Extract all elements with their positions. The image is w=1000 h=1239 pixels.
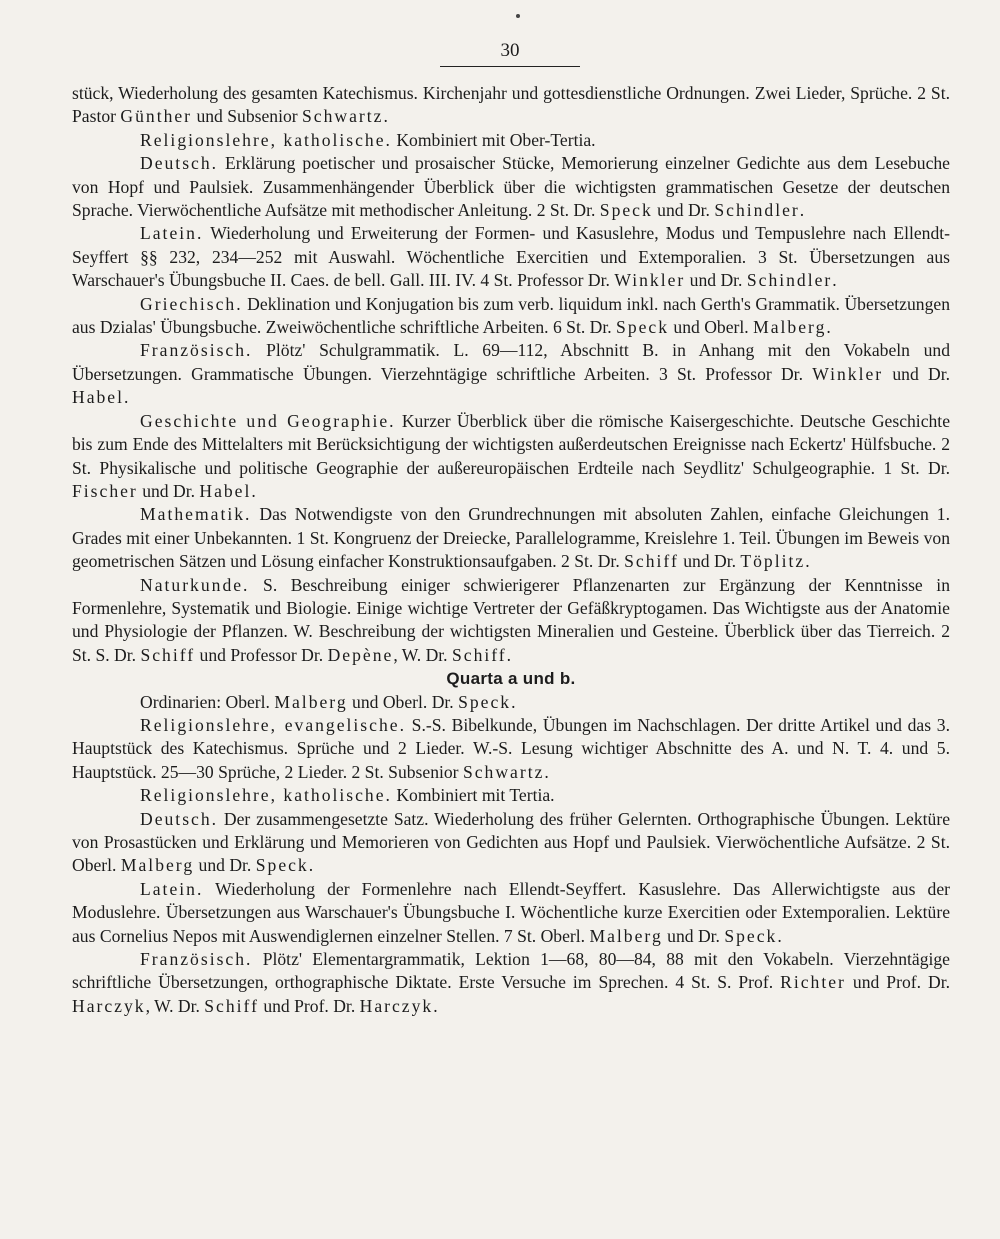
spaced-term: Schindler [714,200,800,221]
spaced-term: Mathematik. [140,504,252,525]
spaced-term: Malberg [753,317,827,338]
spaced-term: Französisch. [140,949,253,970]
text-run: . [826,317,831,338]
text-run: . [308,855,314,876]
spaced-term: Schiff [140,644,196,665]
text-run: und Prof. Dr. [845,972,950,993]
spaced-term: Religionslehre, katholische. [140,785,392,806]
paragraph [72,808,950,878]
text-run: . [511,691,516,712]
spaced-term: Französisch. [140,340,253,361]
spaced-term: Speck [616,317,670,338]
paragraph [72,878,950,948]
paragraph [72,574,950,668]
spaced-term: Malberg [589,925,663,946]
text-run: und Dr. [652,200,715,221]
spaced-term: Speck [599,200,653,221]
spaced-term: Fischer [72,480,138,501]
text-run: Plötz' Schulgrammatik. L. 69—112, Abschnitt B. in Anhang mit den Vokabeln und Übersetzungen. Grammatische Übungen. Vierzehntägige schriftliche Arbeiten. 3 St. Professor Dr. [72,340,950,384]
text-run: Wiederholung und Erweiterung der Formen- und Kasuslehre, Modus und Tempuslehre nach Ellendt-Seyffert §§ 232, 234—252 mit Auswahl. Wöchentliche Exercitien und Extemporalien. 3 St. Übersetzungen aus Warschauer's Übungsbuche II. Caes. de bell. Gall. III. IV. 4 St. Professor Dr. [72,223,950,291]
spaced-term: Schwartz [302,106,384,127]
text-run: Kombiniert mit Tertia. [391,785,555,806]
text-run: Das Notwendigste von den Grundrechnungen mit absoluten Zahlen, einfache Gleichungen 1. Grades mit einer Unbekannten. 1 St. Kongruenz der Dreiecke, Parallelogramme, Kreislehre 1. Teil. Übungen im Beweis von geometrischen Sätzen und Lösung einfacher Konstruktionsaufgaben. 2 St. Dr. [72,504,950,572]
text-run: und Subsenior [192,106,303,127]
spaced-term: Schiff [204,995,259,1016]
spaced-term: Malberg [120,855,195,876]
text-run: und Dr. [137,480,200,501]
text-run: Wiederholung der Formenlehre nach Ellendt-Seyffert. Kasuslehre. Das Allerwichtigste aus der Moduslehre. Übersetzungen aus Warschauer's Übungsbuche I. Wöchentliche kurze Exercitien oder Extemporalien. Lektüre aus Cornelius Nepos mit Auswendiglernen einzelner Stellen. 7 St. Oberl. [72,878,950,946]
spaced-term: Schiff [624,551,679,572]
text-run: , W. Dr. [145,995,205,1016]
spaced-term: Naturkunde. [140,574,250,595]
paragraph [72,152,950,222]
spaced-term: Speck [724,925,778,946]
paragraph [72,339,950,409]
text-run: und Dr. [883,363,950,384]
text-run: , W. Dr. [393,644,452,665]
spaced-term: Schwartz [462,761,545,782]
spaced-term: Speck [255,855,309,876]
text-run: . [832,270,837,291]
text-run: Erklärung poetischer und prosaischer Stücke, Memorierung einzelner Gedichte aus dem Lesebuche von Hopf und Paulsiek. Zusammenhängender Überblick über die wichtigsten grammatischen Gesetze der deutschen Sprache. Vierwöchentliche Aufsätze mit methodischer Anleitung. 2 St. Dr. [72,153,950,221]
paragraph [72,410,950,504]
spaced-term: Schindler [746,270,833,291]
spaced-term: Harczyk [359,995,434,1016]
text-run: . [506,644,512,665]
text-run: und Dr. [678,551,741,572]
spaced-term: Winkler [614,270,686,291]
paragraph [72,948,950,1018]
text-run: und Oberl. [669,317,754,338]
text-run: S.-S. Bibelkunde, Übungen im Nachschlagen. Der dritte Artikel und das 3. Hauptstück des Katechismus. Sprüche und 2 Lieder. W.-S. Lesung wichtiger Abschnitte des A. und N. T. 4. und 5. Hauptstück. 25—30 Sprüche, 2 Lieder. 2 St. Subsenior [72,714,950,782]
paragraph [72,129,950,152]
text-run: Deklination und Konjugation bis zum verb. liquidum inkl. nach Gerth's Grammatik. Übersetzungen aus Dzialas' Übungsbuche. Zweiwöchentliche schriftliche Arbeiten. 6 St. Dr. [72,293,950,338]
text-run: Kurzer Überblick über die römische Kaisergeschichte. Deutsche Geschichte bis zum Ende des Mittelalters mit Berücksichtigung der wichtigsten außerdeutschen Ereignisse nach Eckertz' Hülfsbuche. 2 St. Physikalische und politische Geographie der außereuropäischen Erdteile nach Seydlitz' Schulgeographie. 1 St. Dr. [72,410,950,478]
spaced-term: Schiff [451,644,507,665]
text-run: und Dr. [685,270,747,291]
text-run: Ordinarien: Oberl. [140,691,275,712]
header-rule [440,66,580,67]
spaced-term: Habel [199,480,252,501]
spaced-term: Geschichte und Geographie. [140,410,396,431]
paragraph [72,503,950,573]
paragraph [72,222,950,292]
text-run: und Oberl. Dr. [347,691,459,712]
text-run: und Professor Dr. [195,644,328,665]
section-heading: Quarta a und b. [446,669,576,689]
paragraph [72,784,950,807]
ink-dot [516,14,520,18]
text-run: stück, Wiederholung des gesamten Katechismus. Kirchenjahr und gottesdienstliche Ordnungen. Zwei Lieder, Sprüche. 2 St. Pastor [72,83,950,127]
text-run: Der zusammengesetzte Satz. Wiederholung des früher Gelernten. Orthographische Übungen. Lektüre von Prosastücken und Erklärung und Memorieren von Gedichten aus Hopf und Paulsiek. Vierwöchentliche Aufsätze. 2 St. Oberl. [72,808,950,876]
text-run: und Dr. [662,925,725,946]
spaced-term: Richter [780,972,846,993]
body-text [72,82,950,1018]
text-run: . [383,106,388,127]
text-run: . [251,480,256,501]
page-number: 30 [500,40,520,61]
spaced-term: Speck [458,691,512,712]
spaced-term: Latein. [140,878,204,899]
text-run: . [799,200,805,221]
spaced-term: Religionslehre, evangelische. [140,714,406,735]
spaced-term: Harczyk [72,995,146,1016]
text-run: und Dr. [194,855,256,876]
text-run: . [544,761,549,782]
text-run: . [805,551,810,572]
spaced-term: Deutsch. [140,153,219,174]
text-run: Kombiniert mit Ober-Tertia. [391,129,596,150]
spaced-term: Winkler [812,363,884,384]
spaced-term: Töplitz [740,551,806,572]
spaced-term: Latein. [140,223,204,244]
spaced-term: Malberg [274,691,348,712]
paragraph [72,714,950,784]
paragraph [72,82,950,129]
text-run: Plötz' Elementargrammatik, Lektion 1—68, 80—84, 88 mit den Vokabeln. Vierzehntägige schriftliche Übersetzungen, orthographische Diktate. Erste Versuche im Sprechen. 4 St. S. Prof. [72,949,950,993]
spaced-term: Habel [72,387,125,408]
ordinarien-line [72,691,950,714]
spaced-term: Deutsch. [140,808,219,829]
text-run: S. Beschreibung einiger schwierigerer Pflanzenarten zur Ergänzung der Kenntnisse in Formenlehre, Systematik und Biologie. Einige wichtige Vertreter der Gefäßkryptogamen. Das Wichtigste aus der Anatomie und Physiologie der Pflanzen. W. Beschreibung der wichtigsten Mineralien und Gesteine. Überblick über das Tierreich. 2 St. S. Dr. [72,574,950,665]
text-run: . [124,387,129,408]
text-run: . [777,925,782,946]
text-run: . [433,995,438,1016]
paragraph [72,293,950,340]
spaced-term: Griechisch. [140,293,243,314]
spaced-term: Religionslehre, katholische. [140,129,392,150]
spaced-term: Depène [327,644,394,665]
spaced-term: Günther [120,106,193,127]
text-run: und Prof. Dr. [258,995,360,1016]
